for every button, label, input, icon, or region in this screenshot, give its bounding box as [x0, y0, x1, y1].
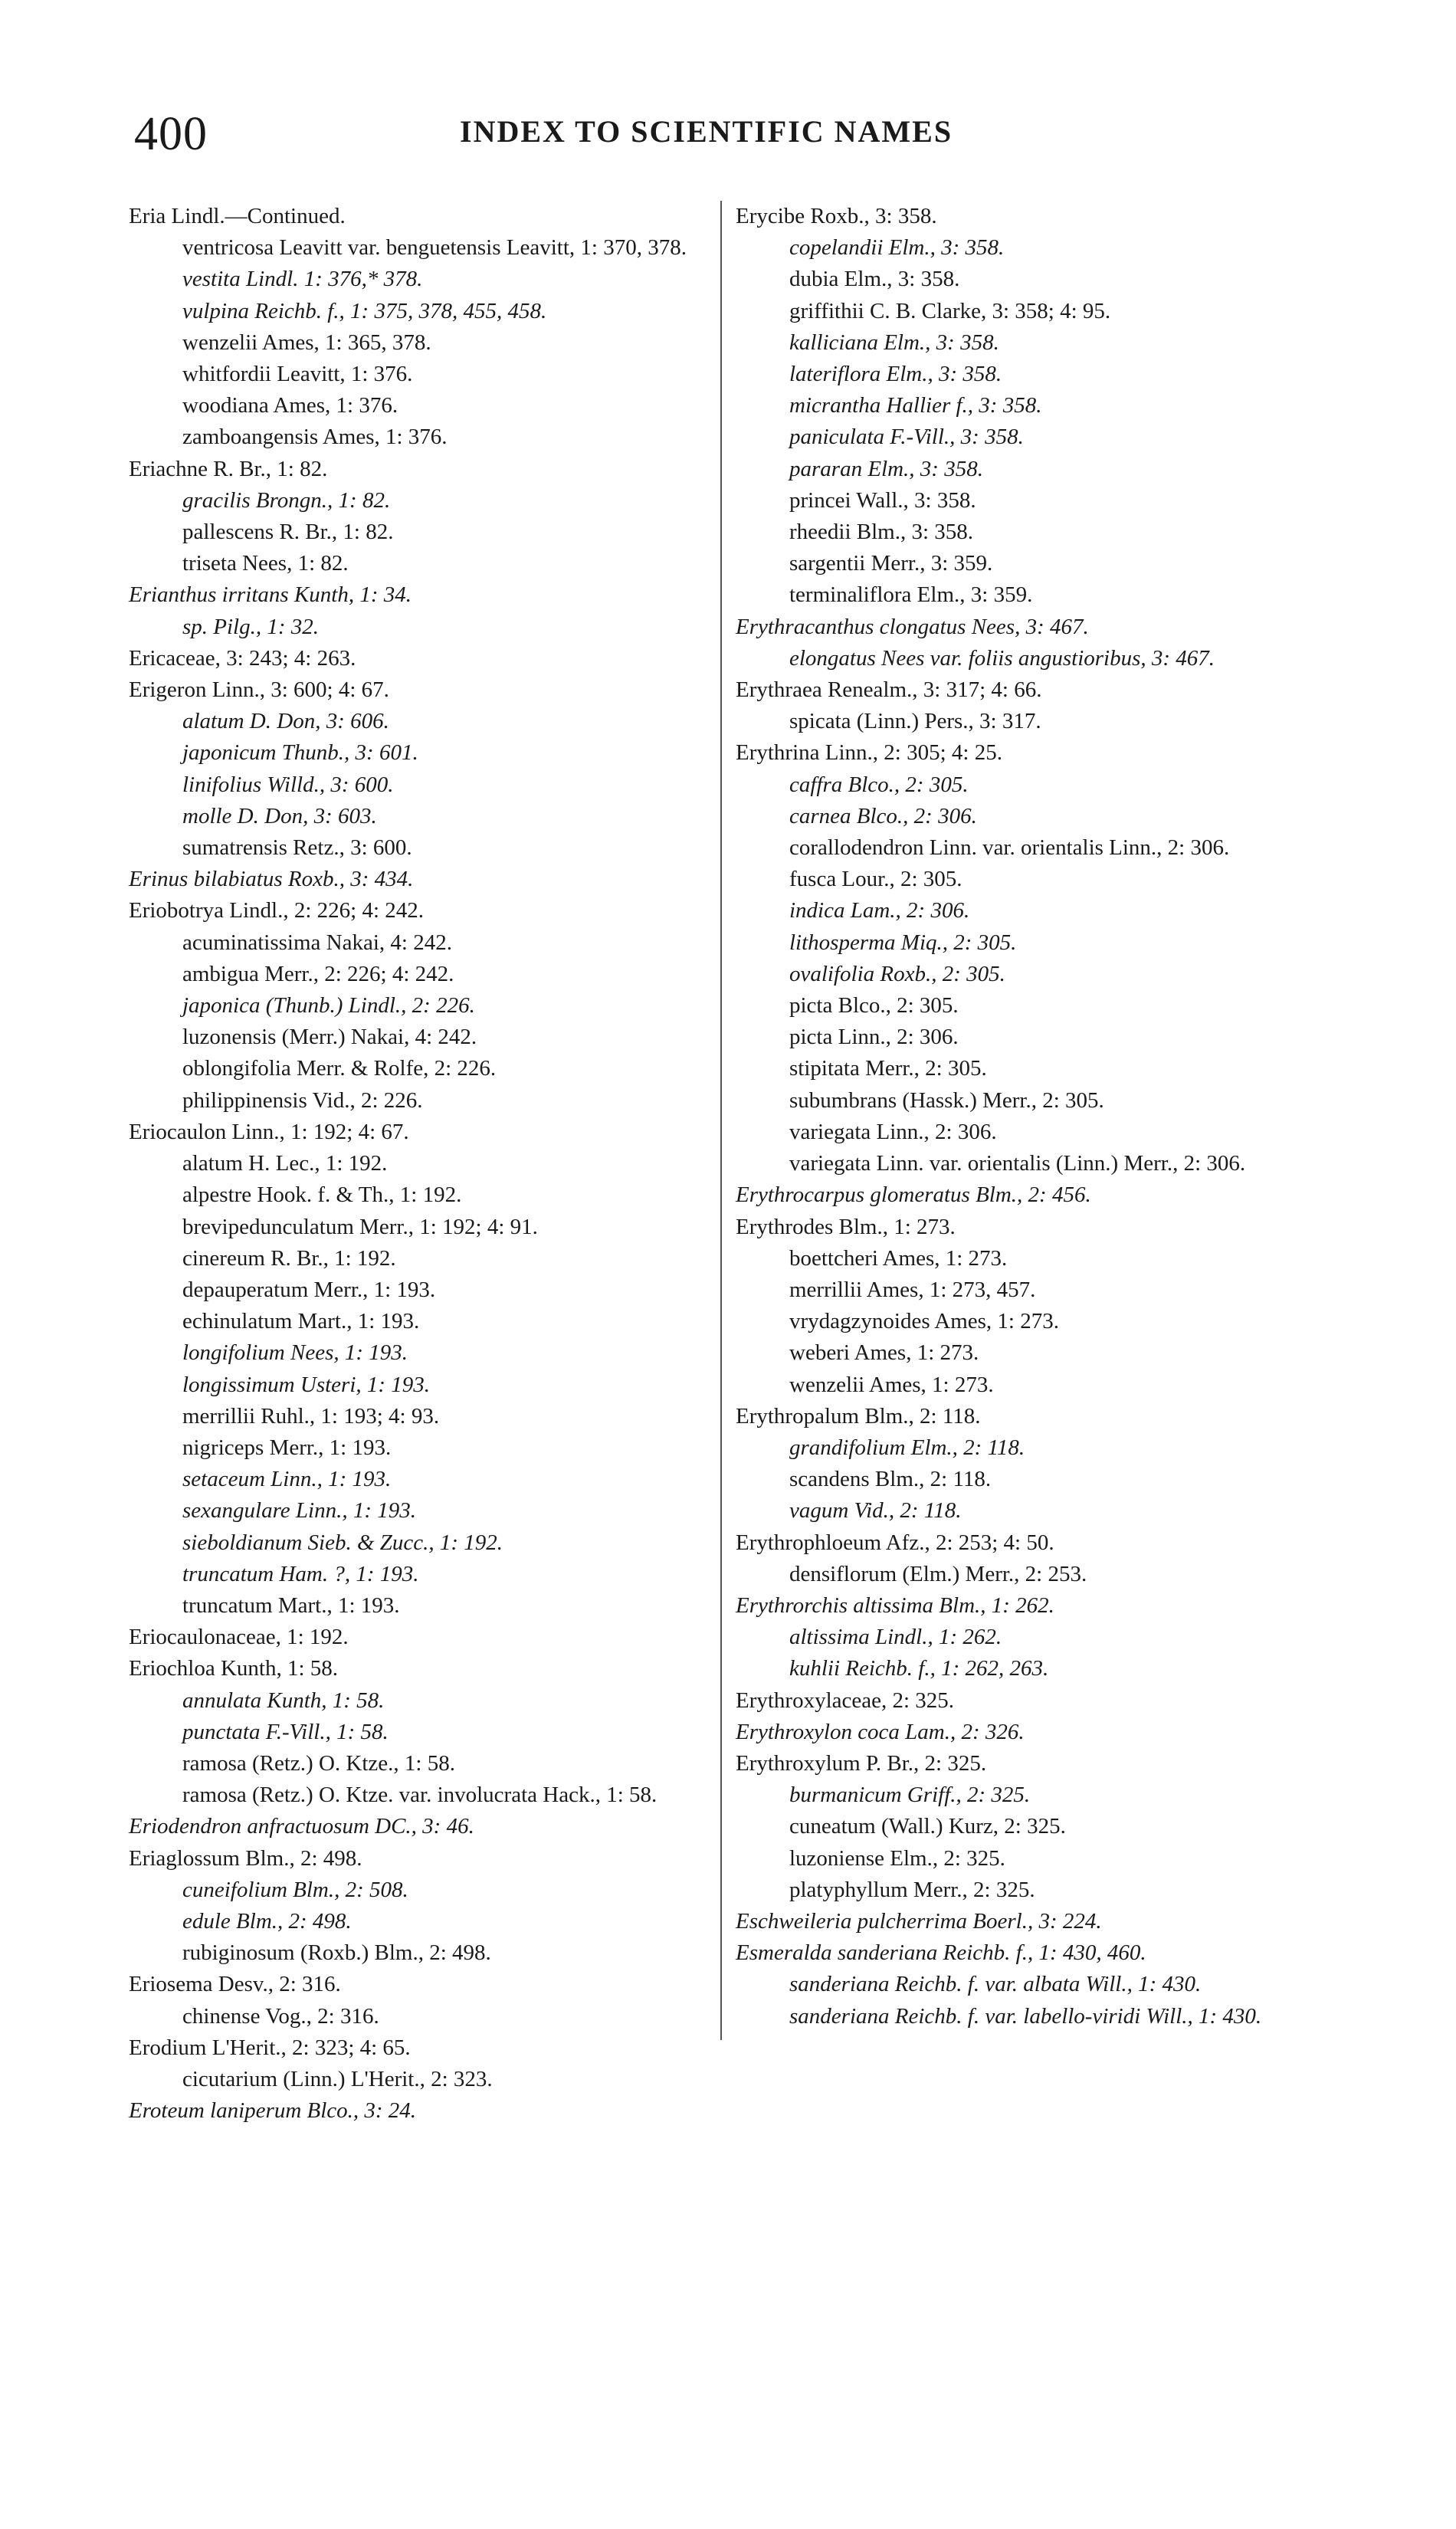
- index-entry: elongatus Nees var. foliis angustioribus, 3: 467.: [789, 645, 1215, 671]
- index-entry: Erythroxylum P. Br., 2: 325.: [736, 1750, 987, 1776]
- index-entry: Erianthus irritans Kunth, 1: 34.: [129, 582, 412, 608]
- index-entry: griffithii C. B. Clarke, 3: 358; 4: 95.: [789, 298, 1111, 323]
- index-entry: dubia Elm., 3: 358.: [789, 267, 960, 292]
- index-entry: Eriaglossum Blm., 2: 498.: [129, 1845, 362, 1871]
- index-entry: caffra Blco., 2: 305.: [789, 772, 969, 797]
- index-entry: whitfordii Leavitt, 1: 376.: [182, 362, 413, 387]
- index-entry: Esmeralda sanderiana Reichb. f., 1: 430, 460.: [736, 1940, 1146, 1966]
- index-entry: spicata (Linn.) Pers., 3: 317.: [789, 709, 1041, 734]
- index-entry: wenzelii Ames, 1: 365, 378.: [182, 330, 431, 355]
- index-entry: longifolium Nees, 1: 193.: [182, 1340, 408, 1366]
- index-entry: cinereum R. Br., 1: 192.: [182, 1245, 396, 1271]
- index-entry: ramosa (Retz.) O. Ktze. var. involucrata Hack., 1: 58.: [182, 1783, 657, 1808]
- index-entry: Erythroxylon coca Lam., 2: 326.: [736, 1719, 1025, 1744]
- index-entry: sexangulare Linn., 1: 193.: [182, 1498, 417, 1524]
- index-entry: molle D. Don, 3: 603.: [182, 803, 377, 828]
- index-entry: variegata Linn. var. orientalis (Linn.) Merr., 2: 306.: [789, 1151, 1246, 1176]
- index-entry: chinense Vog., 2: 316.: [182, 2003, 379, 2029]
- index-entry: Eriobotrya Lindl., 2: 226; 4: 242.: [129, 898, 425, 923]
- index-entry: edule Blm., 2: 498.: [182, 1908, 352, 1934]
- index-entry: ambigua Merr., 2: 226; 4: 242.: [182, 961, 454, 986]
- index-entry: alatum H. Lec., 1: 192.: [182, 1151, 388, 1176]
- index-entry: Eschweileria pulcherrima Boerl., 3: 224.: [736, 1908, 1102, 1934]
- index-entry: Erythracanthus clongatus Nees, 3: 467.: [736, 614, 1089, 639]
- column-rule: [720, 201, 722, 2040]
- index-entry: cuneifolium Blm., 2: 508.: [182, 1877, 408, 1902]
- index-entry: depauperatum Merr., 1: 193.: [182, 1277, 436, 1302]
- index-entry: annulata Kunth, 1: 58.: [182, 1688, 385, 1713]
- index-entry: vrydagzynoides Ames, 1: 273.: [789, 1309, 1059, 1334]
- index-entry: truncatum Ham. ?, 1: 193.: [182, 1561, 419, 1586]
- index-entry: picta Linn., 2: 306.: [789, 1025, 959, 1050]
- index-entry: brevipedunculatum Merr., 1: 192; 4: 91.: [182, 1214, 538, 1239]
- index-entry: Erythroxylaceae, 2: 325.: [736, 1688, 955, 1713]
- index-entry: Ericaceae, 3: 243; 4: 263.: [129, 645, 356, 671]
- index-entry: cuneatum (Wall.) Kurz, 2: 325.: [789, 1814, 1066, 1839]
- index-entry: Erythrophloeum Afz., 2: 253; 4: 50.: [736, 1530, 1054, 1555]
- index-entry: Erycibe Roxb., 3: 358.: [736, 204, 937, 228]
- index-entry: alatum D. Don, 3: 606.: [182, 709, 389, 734]
- index-entry: japonica (Thunb.) Lindl., 2: 226.: [182, 993, 475, 1018]
- index-entry: triseta Nees, 1: 82.: [182, 551, 349, 576]
- index-entry: luzonensis (Merr.) Nakai, 4: 242.: [182, 1025, 477, 1050]
- index-entry: linifolius Willd., 3: 600.: [182, 772, 394, 797]
- index-entry: wenzelii Ames, 1: 273.: [789, 1372, 994, 1397]
- index-entry: paniculata F.-Vill., 3: 358.: [789, 425, 1024, 450]
- index-entry: Erythropalum Blm., 2: 118.: [736, 1403, 981, 1429]
- index-entry: fusca Lour., 2: 305.: [789, 867, 962, 892]
- index-entry: Eriocaulon Linn., 1: 192; 4: 67.: [129, 1119, 409, 1144]
- index-entry: Erythrorchis altissima Blm., 1: 262.: [736, 1593, 1054, 1618]
- index-entry: Erinus bilabiatus Roxb., 3: 434.: [129, 867, 414, 892]
- index-entry: rheedii Blm., 3: 358.: [789, 520, 974, 545]
- index-entry: kalliciana Elm., 3: 358.: [789, 330, 999, 355]
- index-entry: merrillii Ames, 1: 273, 457.: [789, 1277, 1036, 1302]
- index-entry: corallodendron Linn. var. orientalis Linn., 2: 306.: [789, 835, 1230, 861]
- index-entry: Eriodendron anfractuosum DC., 3: 46.: [129, 1814, 474, 1839]
- index-entry: japonicum Thunb., 3: 601.: [182, 740, 418, 766]
- index-entry: Erythraea Renealm., 3: 317; 4: 66.: [736, 677, 1042, 703]
- index-entry: copelandii Elm., 3: 358.: [789, 235, 1005, 261]
- index-entry: micrantha Hallier f., 3: 358.: [789, 393, 1042, 418]
- index-entry: princei Wall., 3: 358.: [789, 487, 976, 513]
- index-entry: Eriosema Desv., 2: 316.: [129, 1972, 341, 1997]
- index-entry: burmanicum Griff., 2: 325.: [789, 1783, 1031, 1808]
- index-entry: lithosperma Miq., 2: 305.: [789, 930, 1017, 955]
- index-entry: Eriochloa Kunth, 1: 58.: [129, 1656, 339, 1681]
- index-entry: grandifolium Elm., 2: 118.: [789, 1435, 1025, 1460]
- index-entry: acuminatissima Nakai, 4: 242.: [182, 930, 452, 955]
- index-column-left: [129, 201, 719, 2127]
- index-entry: scandens Blm., 2: 118.: [789, 1467, 992, 1492]
- index-entry: Erythrodes Blm., 1: 273.: [736, 1214, 956, 1239]
- index-entry: terminaliflora Elm., 3: 359.: [789, 582, 1033, 608]
- index-entry: sieboldianum Sieb. & Zucc., 1: 192.: [182, 1530, 503, 1555]
- index-entry: ovalifolia Roxb., 2: 305.: [789, 961, 1005, 986]
- index-entry: variegata Linn., 2: 306.: [789, 1119, 997, 1144]
- index-entry: altissima Lindl., 1: 262.: [789, 1625, 1002, 1650]
- page-number: 400: [134, 108, 208, 160]
- index-entry: boettcheri Ames, 1: 273.: [789, 1245, 1008, 1271]
- index-entry: setaceum Linn., 1: 193.: [182, 1467, 392, 1492]
- index-entry: sanderiana Reichb. f. var. labello-viridi Will., 1: 430.: [789, 2003, 1262, 2029]
- index-entry: vagum Vid., 2: 118.: [789, 1498, 962, 1524]
- index-entry: Erigeron Linn., 3: 600; 4: 67.: [129, 677, 389, 703]
- index-entry: truncatum Mart., 1: 193.: [182, 1593, 400, 1618]
- index-entry: Eria Lindl.—Continued.: [129, 204, 346, 228]
- index-entry: pallescens R. Br., 1: 82.: [182, 520, 394, 545]
- index-entry: sanderiana Reichb. f. var. albata Will., 1: 430.: [789, 1972, 1202, 1997]
- index-entry: sumatrensis Retz., 3: 600.: [182, 835, 412, 861]
- index-entry: kuhlii Reichb. f., 1: 262, 263.: [789, 1656, 1049, 1681]
- index-entry: nigriceps Merr., 1: 193.: [182, 1435, 392, 1460]
- index-entry: stipitata Merr., 2: 305.: [789, 1056, 987, 1081]
- index-entry: lateriflora Elm., 3: 358.: [789, 362, 1002, 387]
- index-entry: pararan Elm., 3: 358.: [789, 456, 983, 481]
- index-entry: sargentii Merr., 3: 359.: [789, 551, 993, 576]
- index-entry: platyphyllum Merr., 2: 325.: [789, 1877, 1035, 1902]
- index-entry: echinulatum Mart., 1: 193.: [182, 1309, 420, 1334]
- index-entry: Erythrocarpus glomeratus Blm., 2: 456.: [736, 1182, 1091, 1208]
- index-entry: oblongifolia Merr. & Rolfe, 2: 226.: [182, 1056, 497, 1081]
- index-entry: alpestre Hook. f. & Th., 1: 192.: [182, 1182, 462, 1208]
- index-entry: densiflorum (Elm.) Merr., 2: 253.: [789, 1561, 1087, 1586]
- index-entry: Eriachne R. Br., 1: 82.: [129, 456, 328, 481]
- index-entry: woodiana Ames, 1: 376.: [182, 393, 398, 418]
- index-entry: philippinensis Vid., 2: 226.: [182, 1087, 423, 1113]
- index-entry: subumbrans (Hassk.) Merr., 2: 305.: [789, 1087, 1104, 1113]
- running-head: INDEX TO SCIENTIFIC NAMES: [460, 114, 953, 149]
- index-entry: longissimum Usteri, 1: 193.: [182, 1372, 431, 1397]
- index-entry: vulpina Reichb. f., 1: 375, 378, 455, 458.: [182, 298, 547, 323]
- index-entry: rubiginosum (Roxb.) Blm., 2: 498.: [182, 1940, 491, 1966]
- index-entry: ramosa (Retz.) O. Ktze., 1: 58.: [182, 1750, 455, 1776]
- index-entry: picta Blco., 2: 305.: [789, 993, 959, 1018]
- index-entry: weberi Ames, 1: 273.: [789, 1340, 979, 1366]
- index-entry: indica Lam., 2: 306.: [789, 898, 970, 923]
- index-entry: cicutarium (Linn.) L'Herit., 2: 323.: [182, 2066, 493, 2091]
- index-entry: Eroteum laniperum Blco., 3: 24.: [129, 2098, 417, 2124]
- index-entry: merrillii Ruhl., 1: 193; 4: 93.: [182, 1403, 440, 1429]
- index-column-right: [736, 201, 1326, 2032]
- index-entry: Erythrina Linn., 2: 305; 4: 25.: [736, 740, 1002, 766]
- index-entry: Eriocaulonaceae, 1: 192.: [129, 1625, 349, 1650]
- index-entry: gracilis Brongn., 1: 82.: [182, 487, 391, 513]
- index-entry: zamboangensis Ames, 1: 376.: [182, 425, 448, 450]
- index-entry: Erodium L'Herit., 2: 323; 4: 65.: [129, 2035, 411, 2060]
- index-entry: carnea Blco., 2: 306.: [789, 803, 977, 828]
- index-entry: luzoniense Elm., 2: 325.: [789, 1845, 1005, 1871]
- index-entry: sp. Pilg., 1: 32.: [182, 614, 320, 639]
- index-entry: vestita Lindl. 1: 376,* 378.: [182, 267, 423, 292]
- index-entry: punctata F.-Vill., 1: 58.: [182, 1719, 389, 1744]
- index-entry: ventricosa Leavitt var. benguetensis Leavitt, 1: 370, 378.: [182, 235, 687, 261]
